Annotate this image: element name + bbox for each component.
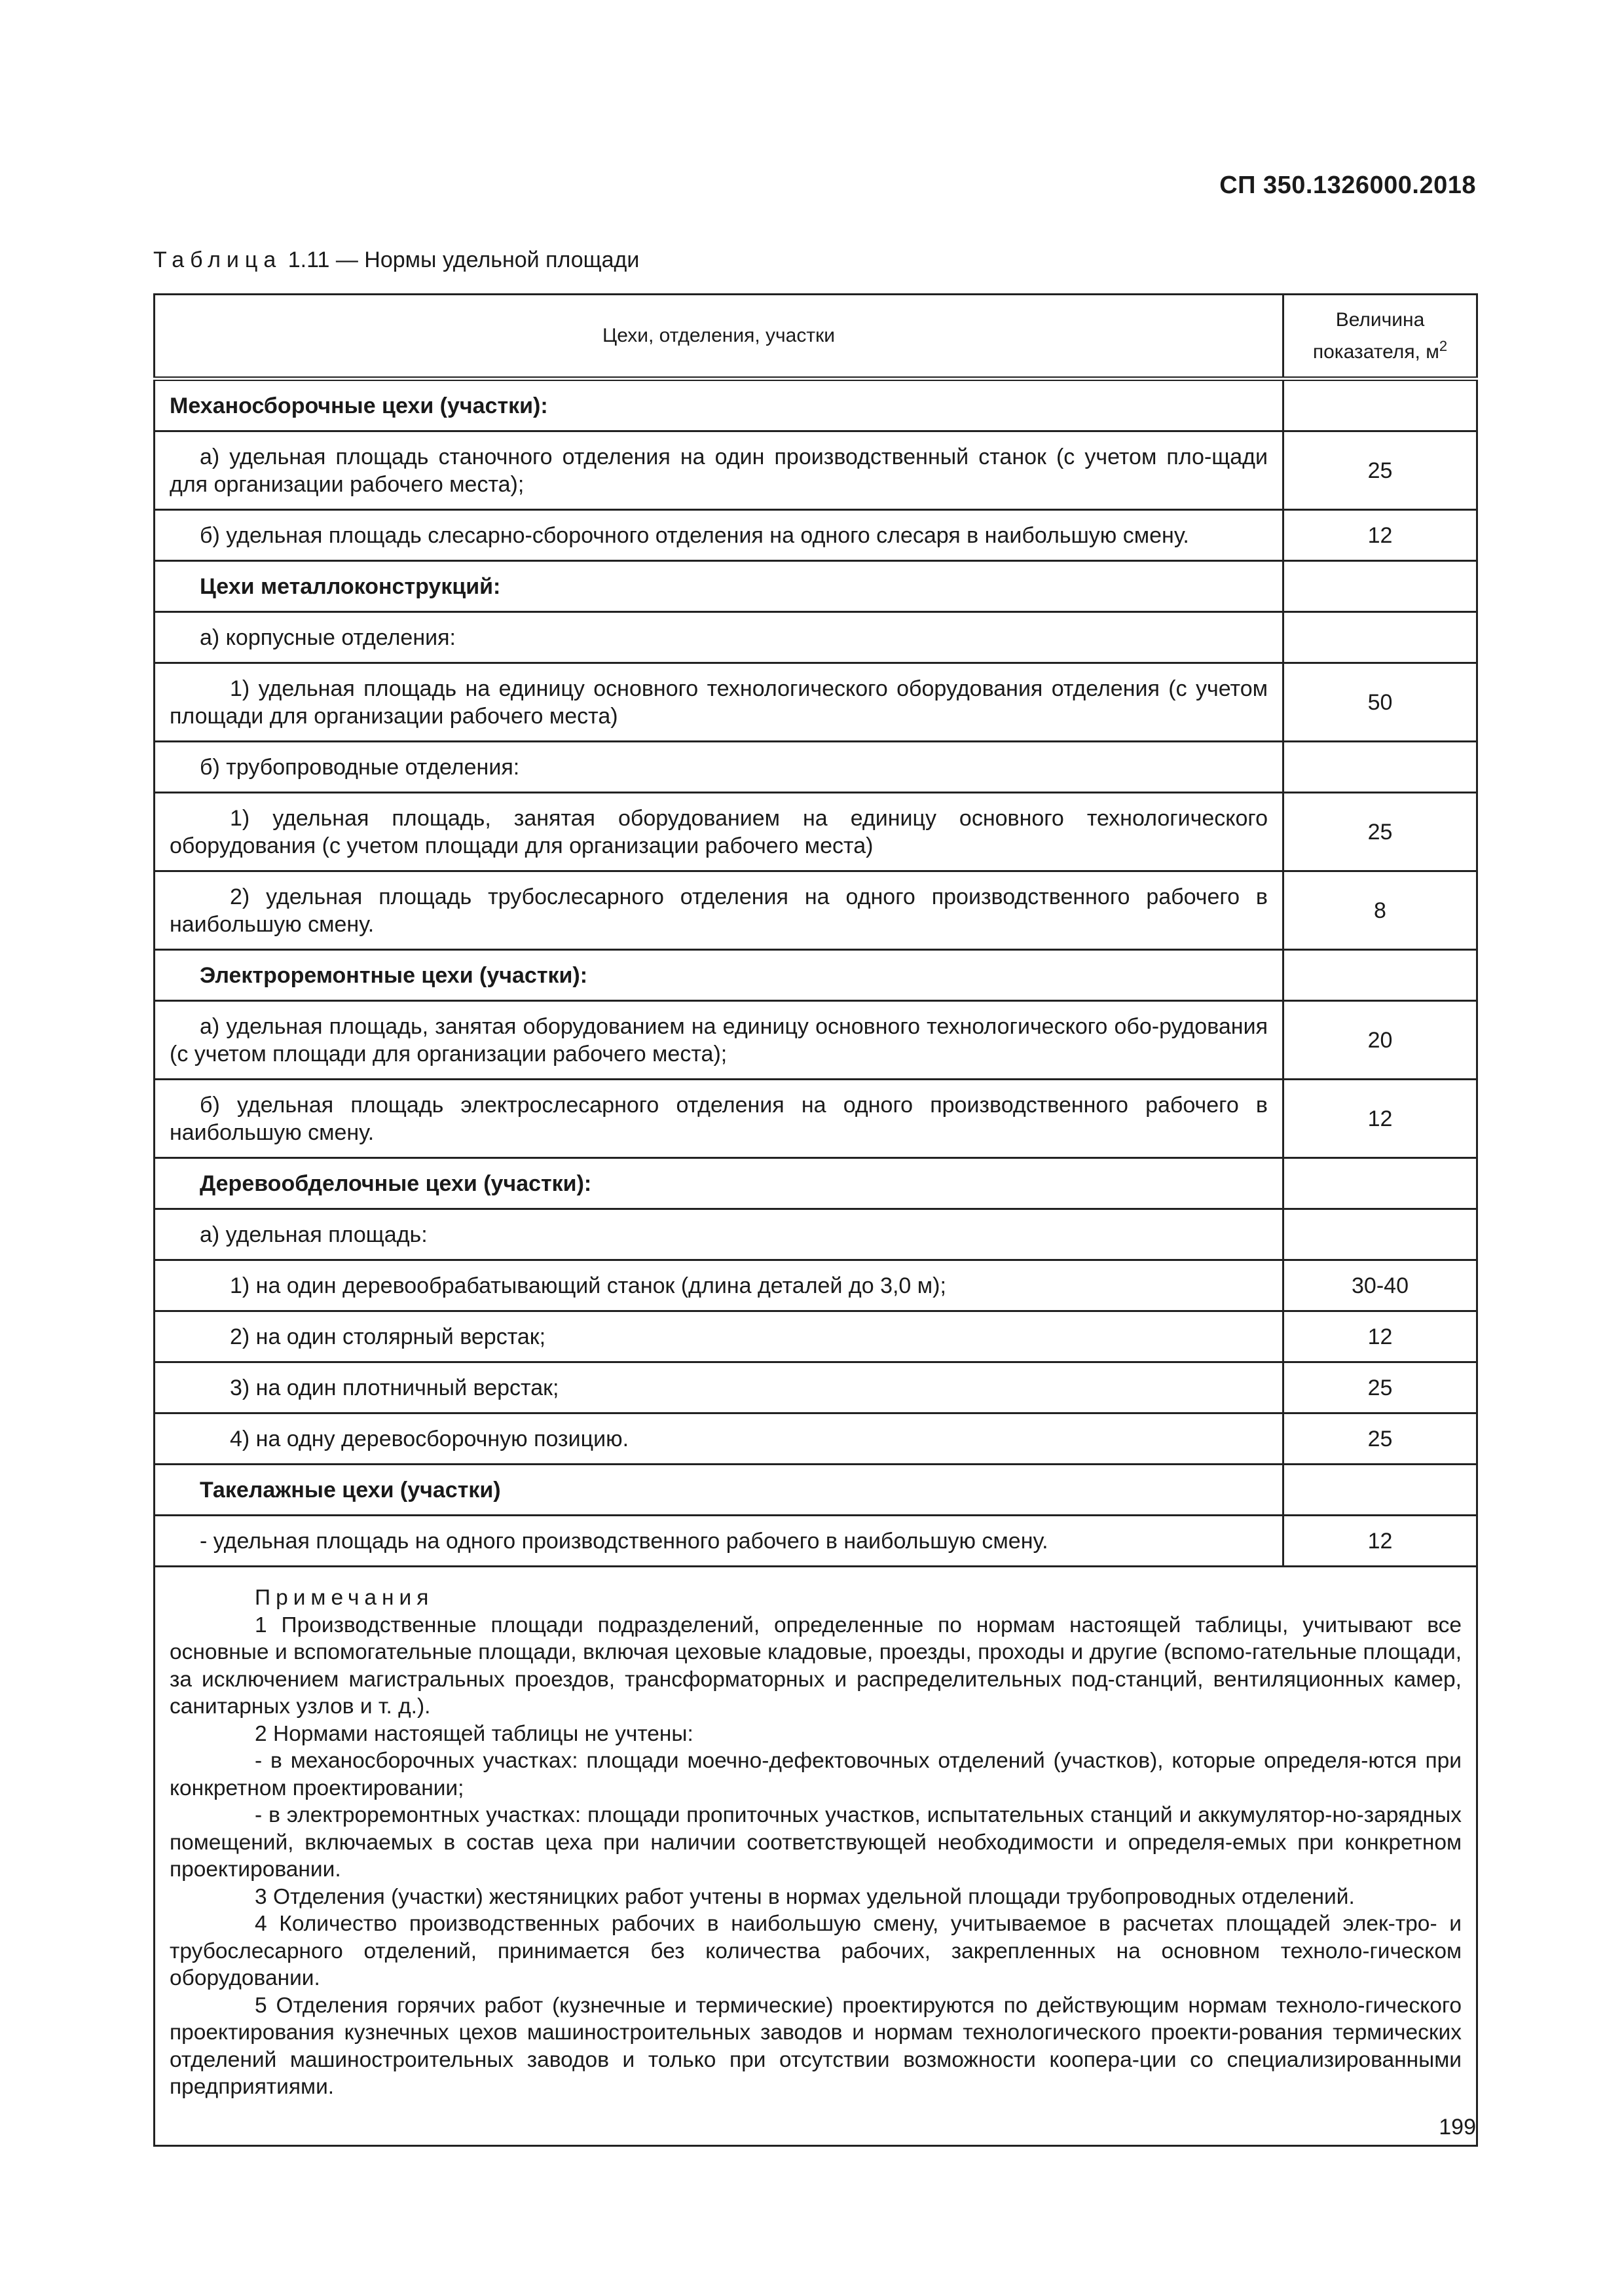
note-3: 3 Отделения (участки) жестяницких работ учтены в нормах удельной площади трубопроводных отделений. xyxy=(255,1884,1355,1909)
row-value xyxy=(1283,950,1477,1001)
row-value xyxy=(1283,742,1477,793)
table-row xyxy=(155,1158,1477,1209)
note-5: 5 Отделения горячих работ (кузнечные и термические) проектируются по действующим нормам техноло-гического проектирования кузнечных цехов машиностроительных заводов и нормам технологического проекти-рования термических отделений машиностроительных заводов и только при отсутствии возможности коопера-ции со специализированными предприятиями. xyxy=(170,1993,1462,2099)
col-header-workshops: Цехи, отделения, участки xyxy=(155,295,1283,379)
table-row xyxy=(155,1516,1477,1567)
table-row xyxy=(155,1260,1477,1311)
row-text: б) трубопроводные отделения: xyxy=(155,742,1283,793)
row-value: 25 xyxy=(1283,1413,1477,1465)
table-row xyxy=(155,510,1477,561)
table-row xyxy=(155,1311,1477,1362)
note-2a: - в механосборочных участках: площади моечно-дефектовочных отделений (участков), которые определя-ются при конкретном проектировании; xyxy=(170,1749,1462,1800)
row-text: 1) на один деревообрабатывающий станок (длина деталей до 3,0 м); xyxy=(155,1260,1283,1311)
row-text: а) удельная площадь: xyxy=(155,1209,1283,1260)
row-text: 1) удельная площадь, занятая оборудованием на единицу основного технологического оборудования (с учетом площади для организации рабочего места) xyxy=(155,793,1283,871)
table-row xyxy=(155,561,1477,612)
notes-row xyxy=(155,1567,1477,2146)
table-row xyxy=(155,871,1477,950)
notes-title: Примечания xyxy=(255,1586,434,1610)
norms-table xyxy=(153,293,1478,2147)
row-value xyxy=(1283,1158,1477,1209)
table-row xyxy=(155,793,1477,871)
document-code: СП 350.1326000.2018 xyxy=(1219,172,1476,199)
row-text: б) удельная площадь слесарно-сборочного отделения на одного слесаря в наибольшую смену. xyxy=(155,510,1283,561)
row-value xyxy=(1283,561,1477,612)
row-value: 8 xyxy=(1283,871,1477,950)
col-header-value xyxy=(1283,295,1477,379)
row-value: 25 xyxy=(1283,1362,1477,1413)
row-text: Механосборочные цехи (участки): xyxy=(155,379,1283,431)
note-2: 2 Нормами настоящей таблицы не учтены: xyxy=(255,1721,693,1746)
row-text: б) удельная площадь электрослесарного отделения на одного производственного рабочего в наибольшую смену. xyxy=(155,1080,1283,1158)
row-value: 25 xyxy=(1283,431,1477,510)
note-4: 4 Количество производственных рабочих в наибольшую смену, учитываемое в расчетах площадей элек-тро- и трубослесарного отделений, принимается без количества рабочих, закрепленных на основном техноло-гическом оборудовании. xyxy=(170,1912,1462,1990)
row-value xyxy=(1283,1465,1477,1516)
row-text: 1) удельная площадь на единицу основного технологического оборудования отделения (с учетом площади для организации рабочего места) xyxy=(155,663,1283,742)
row-text: а) удельная площадь, занятая оборудованием на единицу основного технологического обо-рудования (с учетом площади для организации рабочего места); xyxy=(155,1001,1283,1080)
row-text: - удельная площадь на одного производственного рабочего в наибольшую смену. xyxy=(155,1516,1283,1567)
table-row xyxy=(155,612,1477,663)
row-value xyxy=(1283,612,1477,663)
row-text: а) корпусные отделения: xyxy=(155,612,1283,663)
row-value: 12 xyxy=(1283,1080,1477,1158)
row-value: 50 xyxy=(1283,663,1477,742)
table-row xyxy=(155,950,1477,1001)
row-value: 20 xyxy=(1283,1001,1477,1080)
table-row xyxy=(155,663,1477,742)
table-row xyxy=(155,1080,1477,1158)
table-row xyxy=(155,742,1477,793)
table-row xyxy=(155,1209,1477,1260)
row-text: 2) удельная площадь трубослесарного отделения на одного производственного рабочего в наибольшую смену. xyxy=(155,871,1283,950)
table-header-row xyxy=(155,295,1477,379)
row-value: 12 xyxy=(1283,1516,1477,1567)
table-row xyxy=(155,1413,1477,1465)
row-text: 3) на один плотничный верстак; xyxy=(155,1362,1283,1413)
table-row xyxy=(155,379,1477,431)
caption-title: 1.11 — Нормы удельной площади xyxy=(287,247,640,272)
col-header-value-text: Величина показателя, м xyxy=(1312,308,1439,363)
unit-superscript: 2 xyxy=(1439,337,1448,354)
table-caption xyxy=(153,247,639,273)
table-row xyxy=(155,1001,1477,1080)
table-row xyxy=(155,1465,1477,1516)
row-text: 2) на один столярный верстак; xyxy=(155,1311,1283,1362)
row-text: а) удельная площадь станочного отделения на один производственный станок (с учетом пло-щади для организации рабочего места); xyxy=(155,431,1283,510)
row-value: 30-40 xyxy=(1283,1260,1477,1311)
table-row xyxy=(155,431,1477,510)
row-text: Цехи металлоконструкций: xyxy=(155,561,1283,612)
row-value xyxy=(1283,1209,1477,1260)
caption-word: Таблица xyxy=(153,247,282,272)
note-1: 1 Производственные площади подразделений, определенные по нормам настоящей таблицы, учитывают все основные и вспомогательные площади, включая цеховые кладовые, проезды, проходы и другие (вспомо-гательные площади, за исключением магистральных проездов, трансформаторных и распределительных под-станций, вентиляционных камер, санитарных узлов и т. д.). xyxy=(170,1613,1462,1719)
row-value: 25 xyxy=(1283,793,1477,871)
row-text: Такелажные цехи (участки) xyxy=(155,1465,1283,1516)
row-text: Деревообделочные цехи (участки): xyxy=(155,1158,1283,1209)
row-text: 4) на одну деревосборочную позицию. xyxy=(155,1413,1283,1465)
page-number: 199 xyxy=(1439,2115,1476,2140)
notes-cell xyxy=(155,1567,1477,2146)
row-value: 12 xyxy=(1283,510,1477,561)
note-2b: - в электроремонтных участках: площади пропиточных участков, испытательных станций и аккумулятор-но-зарядных помещений, включаемых в состав цеха при наличии соответствующей необходимости и определя-емых при конкретном проектировании. xyxy=(170,1803,1462,1882)
row-value: 12 xyxy=(1283,1311,1477,1362)
row-value xyxy=(1283,379,1477,431)
table-row xyxy=(155,1362,1477,1413)
row-text: Электроремонтные цехи (участки): xyxy=(155,950,1283,1001)
